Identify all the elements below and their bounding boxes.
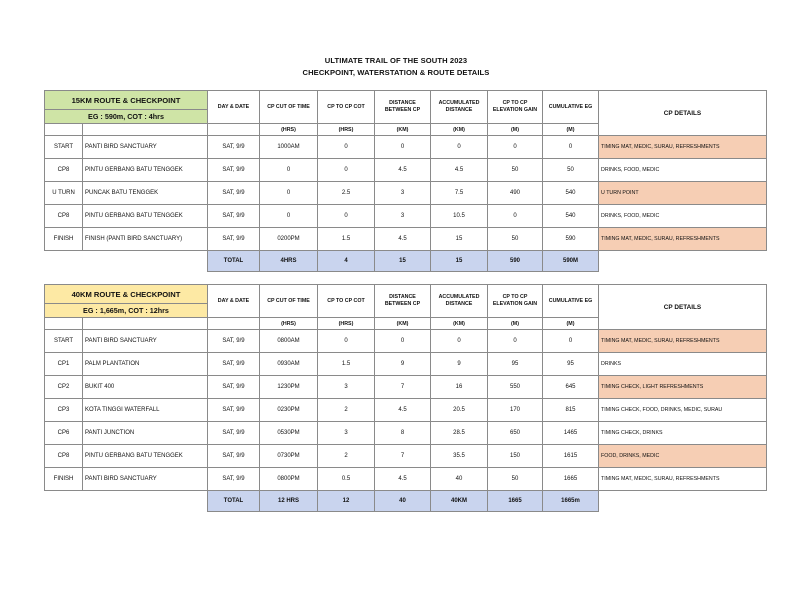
cell-cp: CP6 [45,422,83,445]
total-acc: 40KM [431,491,488,512]
cell-cot: 2 [318,399,375,422]
col-cp-details: CP DETAILS [599,91,767,136]
cell-gain: 150 [488,445,543,468]
cell-details: DRINKS, FOOD, MEDIC [599,159,767,182]
total-cutoff: 4HRS [260,251,318,272]
cell-name: FINISH (PANTI BIRD SANCTUARY) [83,228,208,251]
table-row [45,205,767,228]
table-row [45,136,767,159]
cell-dist: 4.5 [375,399,431,422]
doc-title-line2: CHECKPOINT, WATERSTATION & ROUTE DETAILS [302,68,490,77]
cell-gain: 490 [488,182,543,205]
col-cp-details: CP DETAILS [599,285,767,330]
cell-acc: 10.5 [431,205,488,228]
cell-cutoff: 0 [260,182,318,205]
cell-details: TIMING CHECK, FOOD, DRINKS, MEDIC, SURAU [599,399,767,422]
cell-gain: 95 [488,353,543,376]
cell-details: U TURN POINT [599,182,767,205]
cell-gain: 50 [488,468,543,491]
cell-date: SAT, 9/9 [208,353,260,376]
cell-cutoff: 1230PM [260,376,318,399]
unit-cut-off: (HRS) [260,124,318,136]
cell-cum: 1465 [543,422,599,445]
unit-cut-off: (HRS) [260,318,318,330]
cell-gain: 650 [488,422,543,445]
route-table-15km [44,90,767,272]
cell-cum: 1615 [543,445,599,468]
col-accumulated: ACCUMULATED DISTANCE [431,91,488,124]
cell-cot: 0.5 [318,468,375,491]
cell-name: PANTI BIRD SANCTUARY [83,330,208,353]
cell-acc: 4.5 [431,159,488,182]
cell-cp: CP3 [45,399,83,422]
total-row [45,251,767,272]
cell-name: PINTU GERBANG BATU TENGGEK [83,205,208,228]
cell-details: TIMING MAT, MEDIC, SURAU, REFRESHMENTS [599,228,767,251]
unit-elevation: (M) [488,318,543,330]
cell-name: KOTA TINGGI WATERFALL [83,399,208,422]
cell-cp: CP2 [45,376,83,399]
unit-accumulated: (KM) [431,124,488,136]
cell-date: SAT, 9/9 [208,468,260,491]
cell-cutoff: 0800AM [260,330,318,353]
cell-cutoff: 0 [260,159,318,182]
cell-gain: 50 [488,159,543,182]
table-row [45,228,767,251]
cell-cot: 2 [318,445,375,468]
cell-acc: 28.5 [431,422,488,445]
col-cp-cot: CP TO CP COT [318,91,375,124]
total-cot: 4 [318,251,375,272]
total-label: TOTAL [208,251,260,272]
cell-dist: 0 [375,136,431,159]
unit-cp-cot: (HRS) [318,318,375,330]
cell-cot: 1.5 [318,353,375,376]
cell-date: SAT, 9/9 [208,376,260,399]
cell-cp: U TURN [45,182,83,205]
cell-details: DRINKS [599,353,767,376]
unit-cumulative: (M) [543,124,599,136]
cell-date: SAT, 9/9 [208,182,260,205]
cell-acc: 35.5 [431,445,488,468]
total-cutoff: 12 HRS [260,491,318,512]
route-title: 40KM ROUTE & CHECKPOINT [45,285,208,304]
cell-cum: 815 [543,399,599,422]
cell-details: TIMING MAT, MEDIC, SURAU, REFRESHMENTS [599,330,767,353]
table-row [45,159,767,182]
cell-dist: 3 [375,182,431,205]
cell-cot: 2.5 [318,182,375,205]
col-distance: DISTANCE BETWEEN CP [375,91,431,124]
cell-gain: 50 [488,228,543,251]
unit-elevation: (M) [488,124,543,136]
cell-cum: 645 [543,376,599,399]
cell-details: DRINKS, FOOD, MEDIC [599,205,767,228]
cell-details: TIMING CHECK, LIGHT REFRESHMENTS [599,376,767,399]
col-day-date: DAY & DATE [208,91,260,124]
cell-dist: 8 [375,422,431,445]
table-row [45,422,767,445]
cell-cum: 0 [543,330,599,353]
cell-cot: 0 [318,330,375,353]
cell-acc: 7.5 [431,182,488,205]
cell-name: PUNCAK BATU TENGGEK [83,182,208,205]
cell-name: PINTU GERBANG BATU TENGGEK [83,445,208,468]
cell-cp: CP8 [45,205,83,228]
table-row [45,445,767,468]
unit-accumulated: (KM) [431,318,488,330]
cell-cot: 0 [318,205,375,228]
cell-acc: 9 [431,353,488,376]
cell-cot: 3 [318,422,375,445]
col-cut-off: CP CUT OF TIME [260,285,318,318]
table-row [45,353,767,376]
col-cumulative: CUMULATIVE EG [543,285,599,318]
cell-cum: 95 [543,353,599,376]
cell-cutoff: 0530PM [260,422,318,445]
cell-gain: 0 [488,330,543,353]
unit-cp-cot: (HRS) [318,124,375,136]
cell-cutoff: 0230PM [260,399,318,422]
route-summary: EG : 1,665m, COT : 12hrs [45,304,208,318]
cell-dist: 4.5 [375,159,431,182]
cell-cutoff: 0800PM [260,468,318,491]
cell-date: SAT, 9/9 [208,228,260,251]
doc-title-line1: ULTIMATE TRAIL OF THE SOUTH 2023 [324,56,468,65]
route-title: 15KM ROUTE & CHECKPOINT [45,91,208,110]
total-cum: 590M [543,251,599,272]
cell-date: SAT, 9/9 [208,205,260,228]
cell-name: BUKIT 400 [83,376,208,399]
cell-cum: 50 [543,159,599,182]
cell-cp: START [45,330,83,353]
cell-cum: 0 [543,136,599,159]
cell-dist: 7 [375,445,431,468]
cell-acc: 16 [431,376,488,399]
col-cut-off: CP CUT OF TIME [260,91,318,124]
col-cp-cot: CP TO CP COT [318,285,375,318]
cell-gain: 0 [488,205,543,228]
header-row [45,285,767,304]
cell-cp: CP8 [45,159,83,182]
cell-cutoff: 1000AM [260,136,318,159]
total-label: TOTAL [208,491,260,512]
cell-cp: CP1 [45,353,83,376]
cell-cot: 0 [318,159,375,182]
total-gain: 1665 [488,491,543,512]
cell-date: SAT, 9/9 [208,445,260,468]
cell-dist: 4.5 [375,228,431,251]
cell-cp: FINISH [45,468,83,491]
cell-date: SAT, 9/9 [208,159,260,182]
cell-dist: 7 [375,376,431,399]
table-row [45,376,767,399]
route-summary: EG : 590m, COT : 4hrs [45,110,208,124]
cell-cot: 1.5 [318,228,375,251]
cell-cot: 3 [318,376,375,399]
cell-cutoff: 0 [260,205,318,228]
cell-acc: 15 [431,228,488,251]
cell-name: PINTU GERBANG BATU TENGGEK [83,159,208,182]
cell-acc: 20.5 [431,399,488,422]
cell-name: PANTI BIRD SANCTUARY [83,136,208,159]
total-cum: 1665m [543,491,599,512]
total-dist: 15 [375,251,431,272]
table-row [45,330,767,353]
cell-cutoff: 0930AM [260,353,318,376]
cell-name: PANTI JUNCTION [83,422,208,445]
table-row [45,399,767,422]
cell-details: FOOD, DRINKS, MEDIC [599,445,767,468]
cell-cum: 540 [543,205,599,228]
table-row [45,468,767,491]
col-cumulative: CUMULATIVE EG [543,91,599,124]
cell-date: SAT, 9/9 [208,136,260,159]
cell-cot: 0 [318,136,375,159]
col-day-date: DAY & DATE [208,285,260,318]
cell-cutoff: 0200PM [260,228,318,251]
cell-details: TIMING MAT, MEDIC, SURAU, REFRESHMENTS [599,136,767,159]
cell-dist: 3 [375,205,431,228]
cell-details: TIMING MAT, MEDIC, SURAU, REFRESHMENTS [599,468,767,491]
cell-gain: 0 [488,136,543,159]
cell-acc: 0 [431,136,488,159]
unit-distance: (KM) [375,318,431,330]
cell-cum: 1665 [543,468,599,491]
cell-cutoff: 0730PM [260,445,318,468]
cell-cp: START [45,136,83,159]
cell-gain: 550 [488,376,543,399]
cell-cp: CP8 [45,445,83,468]
total-row [45,491,767,512]
table-row [45,182,767,205]
cell-cum: 590 [543,228,599,251]
cell-dist: 9 [375,353,431,376]
cell-dist: 0 [375,330,431,353]
cell-gain: 170 [488,399,543,422]
col-elevation: CP TO CP ELEVATION GAIN [488,285,543,318]
header-row [45,91,767,110]
cell-date: SAT, 9/9 [208,399,260,422]
col-elevation: CP TO CP ELEVATION GAIN [488,91,543,124]
cell-cum: 540 [543,182,599,205]
unit-distance: (KM) [375,124,431,136]
cell-acc: 40 [431,468,488,491]
cell-cp: FINISH [45,228,83,251]
total-acc: 15 [431,251,488,272]
cell-name: PALM PLANTATION [83,353,208,376]
col-accumulated: ACCUMULATED DISTANCE [431,285,488,318]
cell-dist: 4.5 [375,468,431,491]
total-gain: 590 [488,251,543,272]
unit-cumulative: (M) [543,318,599,330]
cell-details: TIMING CHECK, DRINKS [599,422,767,445]
cell-date: SAT, 9/9 [208,330,260,353]
col-distance: DISTANCE BETWEEN CP [375,285,431,318]
total-cot: 12 [318,491,375,512]
cell-acc: 0 [431,330,488,353]
cell-name: PANTI BIRD SANCTUARY [83,468,208,491]
route-table-40km [44,284,767,512]
cell-date: SAT, 9/9 [208,422,260,445]
total-dist: 40 [375,491,431,512]
